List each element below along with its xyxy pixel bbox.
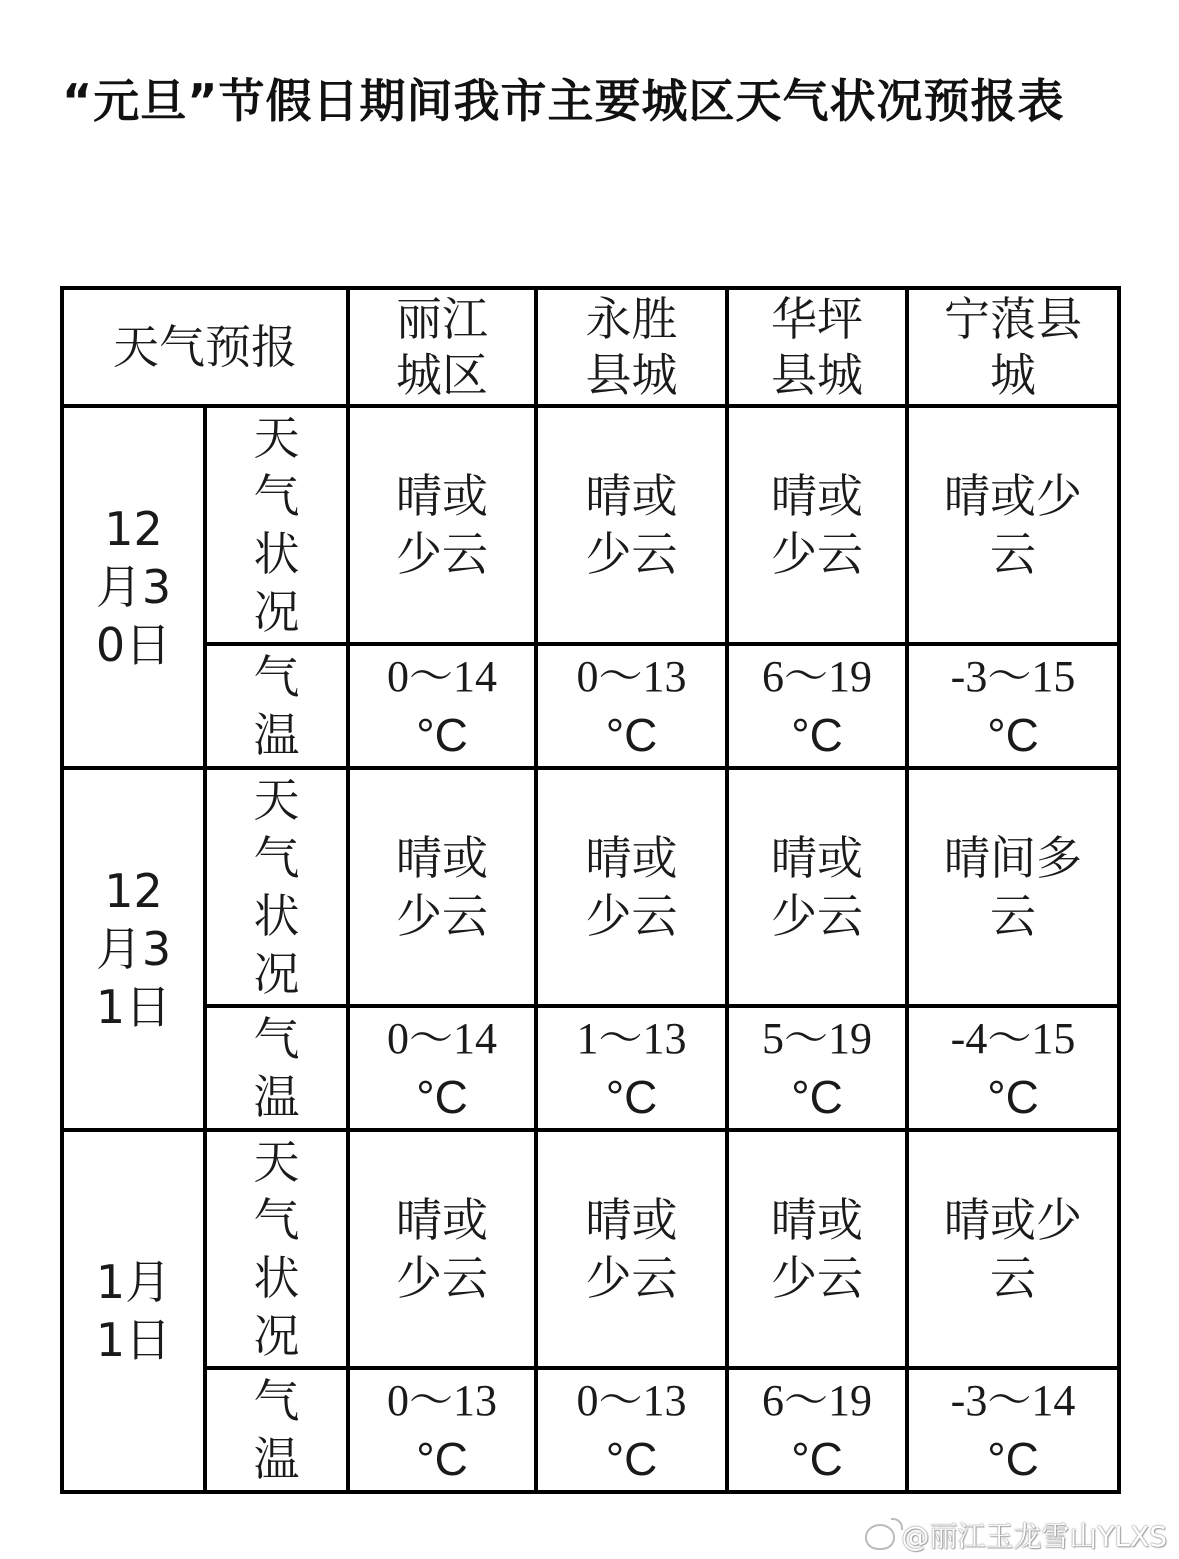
city-line: 县城 [771, 348, 863, 402]
temperature-cell [727, 1006, 907, 1130]
temperature-unit: °C [987, 1071, 1039, 1123]
condition-text: 少云 [585, 889, 678, 943]
label-char: 况 [253, 947, 300, 1001]
temperature-range: 6～19 [762, 1376, 872, 1425]
condition-text: 少云 [585, 1251, 678, 1305]
header-row [62, 288, 1119, 406]
label-char: 状 [253, 889, 300, 943]
temperature-range: -3～14 [950, 1376, 1076, 1425]
city-header-ninglang [907, 288, 1119, 406]
condition-text: 晴或 [585, 469, 678, 523]
day-temperature-row [62, 644, 1119, 768]
condition-cell [536, 406, 727, 644]
label-char: 状 [253, 1251, 300, 1305]
condition-text: 少云 [396, 889, 488, 943]
condition-cell [727, 1130, 907, 1368]
page-title: “元旦”节假日期间我市主要城区天气状况预报表 [62, 74, 1065, 128]
label-char: 天 [253, 773, 300, 827]
weather-forecast-table [60, 286, 1121, 1494]
label-char: 温 [253, 1432, 300, 1486]
condition-cell [907, 1130, 1119, 1368]
day-temperature-row [62, 1006, 1119, 1130]
date-line: 月3 [95, 560, 172, 614]
temperature-cell [907, 1006, 1119, 1130]
temperature-cell [536, 1368, 727, 1492]
temperature-range: -3～15 [950, 652, 1076, 701]
city-line: 宁蒗县 [944, 292, 1082, 346]
temperature-unit: °C [791, 1071, 843, 1123]
day-temperature-row [62, 1368, 1119, 1492]
day-condition-row [62, 406, 1119, 644]
condition-text: 少云 [771, 1251, 863, 1305]
corner-header: 天气预报 [62, 288, 348, 406]
condition-text: 晴或 [771, 1193, 863, 1247]
condition-text: 晴或 [771, 469, 863, 523]
date-line: 0日 [95, 618, 172, 672]
temperature-range: 0～14 [387, 652, 497, 701]
row-label-condition [205, 406, 348, 644]
date-cell [62, 406, 205, 768]
city-line: 城区 [396, 348, 488, 402]
temperature-cell [727, 1368, 907, 1492]
watermark-text: @丽江玉龙雪山YLXS [901, 1520, 1167, 1553]
city-line: 永胜 [585, 292, 678, 346]
condition-text: 少云 [585, 527, 678, 581]
temperature-unit: °C [605, 1071, 658, 1123]
condition-cell [727, 406, 907, 644]
temperature-unit: °C [987, 709, 1039, 761]
label-char: 温 [253, 1070, 300, 1124]
condition-text: 少云 [396, 1251, 488, 1305]
label-char: 气 [253, 1374, 300, 1428]
condition-text: 晴或 [585, 831, 678, 885]
condition-text: 晴或少 [944, 469, 1082, 523]
label-char: 气 [253, 1012, 300, 1066]
temperature-unit: °C [791, 1433, 843, 1485]
row-label-temperature [205, 644, 348, 768]
condition-text: 晴或 [771, 831, 863, 885]
condition-text: 晴或 [585, 1193, 678, 1247]
temperature-unit: °C [605, 709, 658, 761]
condition-text: 晴间多 [944, 831, 1082, 885]
city-header-huaping [727, 288, 907, 406]
condition-cell [907, 406, 1119, 644]
condition-text: 少云 [771, 527, 863, 581]
date-line: 1日 [95, 1313, 172, 1367]
day-condition-row [62, 768, 1119, 1006]
row-label-temperature [205, 1368, 348, 1492]
condition-text: 少云 [396, 527, 488, 581]
date-cell [62, 768, 205, 1130]
date-line: 1日 [95, 980, 172, 1034]
condition-cell [348, 1130, 536, 1368]
condition-text: 晴或少 [944, 1193, 1082, 1247]
label-char: 气 [253, 469, 300, 523]
row-label-condition [205, 1130, 348, 1368]
condition-cell [536, 768, 727, 1006]
condition-cell [348, 406, 536, 644]
condition-text: 晴或 [396, 469, 488, 523]
temperature-range: 0～14 [387, 1014, 497, 1063]
temperature-cell [536, 1006, 727, 1130]
date-cell [62, 1130, 205, 1492]
temperature-range: 1～13 [576, 1014, 687, 1063]
temperature-range: 6～19 [762, 652, 872, 701]
city-line: 县城 [585, 348, 678, 402]
label-char: 况 [253, 585, 300, 639]
watermark [865, 1515, 1167, 1555]
condition-text: 云 [990, 527, 1036, 581]
condition-cell [348, 768, 536, 1006]
temperature-unit: °C [416, 709, 468, 761]
temperature-cell [727, 644, 907, 768]
condition-cell [536, 1130, 727, 1368]
date-line: 12 [104, 502, 163, 556]
temperature-unit: °C [987, 1433, 1039, 1485]
label-char: 温 [253, 708, 300, 762]
label-char: 天 [253, 1135, 300, 1189]
day-condition-row [62, 1130, 1119, 1368]
condition-text: 晴或 [396, 1193, 488, 1247]
temperature-cell [348, 1368, 536, 1492]
label-char: 气 [253, 1193, 300, 1247]
condition-text: 云 [990, 889, 1036, 943]
temperature-cell [536, 644, 727, 768]
temperature-range: -4～15 [950, 1014, 1076, 1063]
date-line: 12 [104, 864, 163, 918]
label-char: 气 [253, 650, 300, 704]
temperature-unit: °C [416, 1433, 468, 1485]
label-char: 状 [253, 527, 300, 581]
temperature-range: 5～19 [762, 1014, 872, 1063]
temperature-cell [907, 1368, 1119, 1492]
city-line: 城 [990, 348, 1036, 402]
row-label-temperature [205, 1006, 348, 1130]
condition-text: 晴或 [396, 831, 488, 885]
date-line: 1月 [95, 1255, 172, 1309]
date-line: 月3 [95, 922, 172, 976]
label-char: 天 [253, 411, 300, 465]
weibo-icon [865, 1524, 895, 1550]
city-line: 华坪 [771, 292, 863, 346]
condition-text: 云 [990, 1251, 1036, 1305]
temperature-range: 0～13 [576, 1376, 687, 1425]
temperature-cell [348, 1006, 536, 1130]
city-header-yongsheng [536, 288, 727, 406]
temperature-cell [348, 644, 536, 768]
row-label-condition [205, 768, 348, 1006]
label-char: 况 [253, 1309, 300, 1363]
temperature-unit: °C [605, 1433, 658, 1485]
temperature-range: 0～13 [576, 652, 687, 701]
condition-cell [907, 768, 1119, 1006]
city-line: 丽江 [396, 292, 488, 346]
temperature-unit: °C [416, 1071, 468, 1123]
condition-cell [727, 768, 907, 1006]
temperature-range: 0～13 [387, 1376, 497, 1425]
city-header-lijiang [348, 288, 536, 406]
label-char: 气 [253, 831, 300, 885]
condition-text: 少云 [771, 889, 863, 943]
temperature-cell [907, 644, 1119, 768]
temperature-unit: °C [791, 709, 843, 761]
